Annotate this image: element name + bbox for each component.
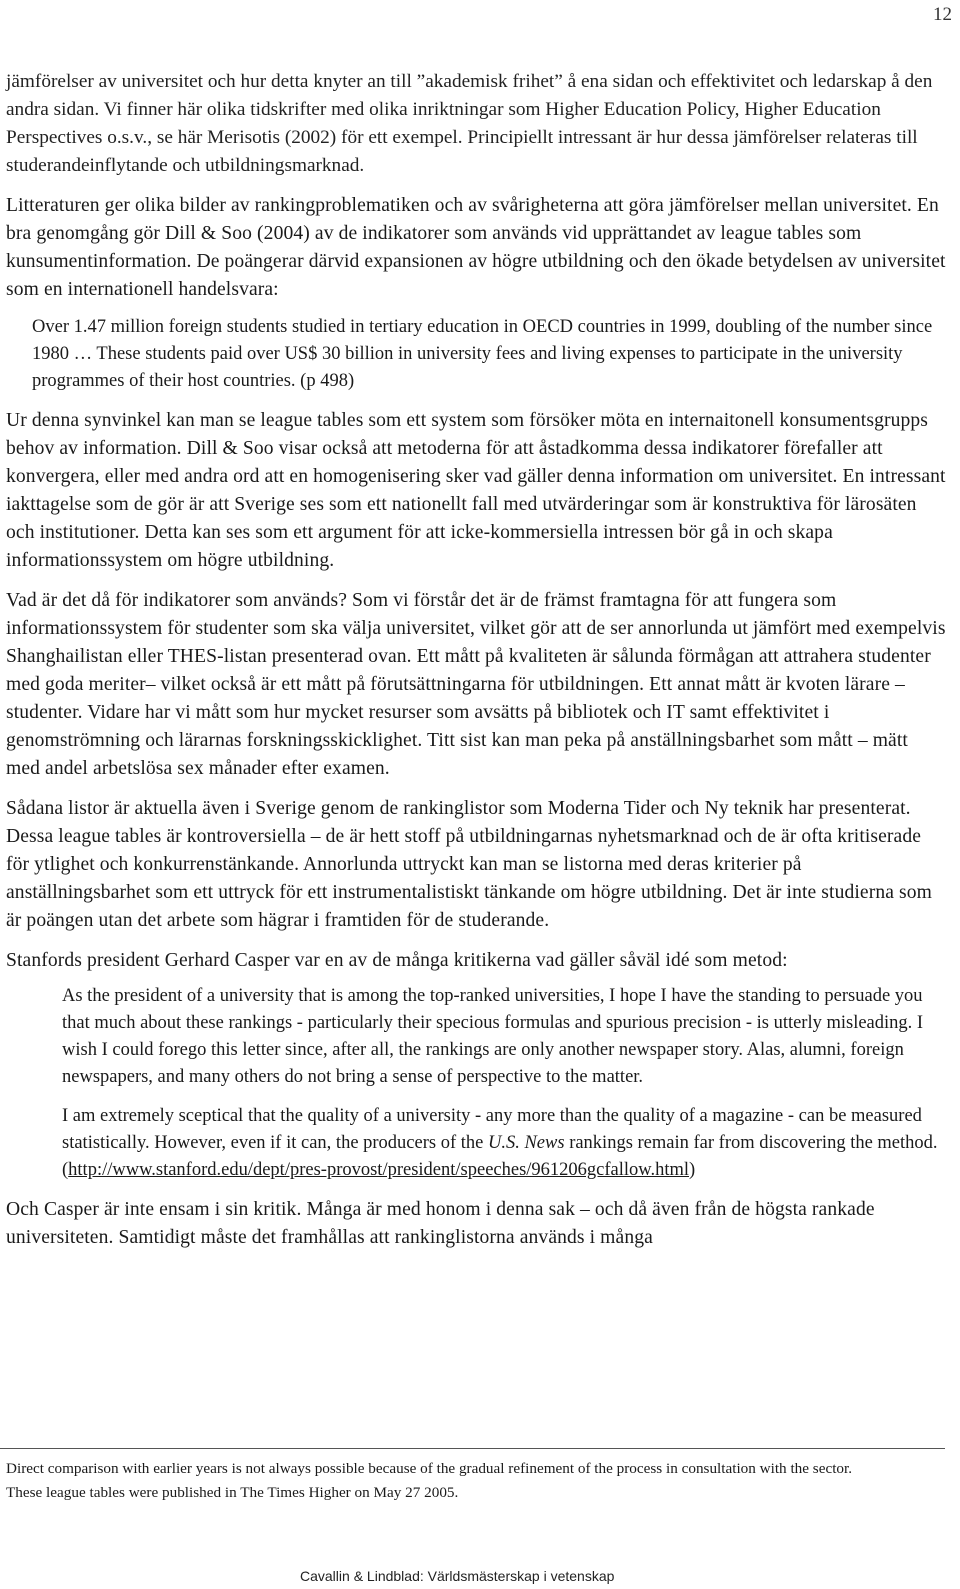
quote-text-part: ) [689,1160,696,1180]
paragraph: Och Casper är inte ensam i sin kritik. Många är med honom i denna sak – och då även från de högsta rankade universiteten. Samtidigt måste det framhållas att rankinglistorna används i många [6,1199,875,1248]
body-text [6,68,946,1264]
footnote: Direct comparison with earlier years is not always possible because of the gradual refinement of the process in consultation with the sector. [6,1460,853,1477]
quote-text: Over 1.47 million foreign students studied in tertiary education in OECD countries in 1999, doubling of the number since 1980 … These students paid over US$ 30 billion in university fees and living expenses to participate in the university programmes of their host countries. (p 498) [32,317,933,391]
paragraph: Vad är det då för indikatorer som används? Som vi förstår det är de främst framtagna för att fungera som informationssystem för studenter som ska välja universitet, vilket gör att de ser annorlunda ut jämfört med exempelvis Shanghailistan eller THES-listan presenterad ovan. Ett mått på kvaliteten är sålunda förmågan att attrahera studenter med goda meriter– vilket också är ett mått på förutsättningarna för utbildningen. Ett annat mått är kvoten lärare – studenter. Vidare har vi mått som hur mycket resurser som avsätts på bibliotek och IT samt effektivitet i genomströmning och lärarnas forskningsskicklighet. Titt sist kan man peka på anställningsbarhet som mått – mätt med andel arbetslösa sex månader efter examen. [6,590,946,779]
block-quote [32,314,946,395]
quote-text-part: rankings remain far from discovering the method. ( [62,1133,938,1180]
footnote-divider [0,1448,945,1449]
footnotes [6,1459,941,1507]
paragraph: Litteraturen ger olika bilder av rankingproblematiken och av svårigheterna att göra jämförelser mellan universitet. En bra genomgång gör Dill & Soo (2004) av de indikatorer som används vid upprättandet av league tables som kunsumentinformation. De poängerar därvid expansionen av högre utbildning och den ökade betydelsen av universitet som en internationell handelsvara: [6,195,946,300]
page-number: 12 [933,4,952,25]
paragraph: Ur denna synvinkel kan man se league tables som ett system som försöker möta en internaitonell konsumentsgrupps behov av information. Dill & Soo visar också att metoderna för att åstadkomma dessa indikatorer förefaller att konvergera, eller med andra ord att en homogenisering sker vad gäller denna information om universitet. En intressant iakttagelse som de gör är att Sverige ses som ett nationellt fall med utvärderingar som är konstruktiva för lärosäten och institutioner. Detta kan ses som ett argument för att icke-kommersiella intressen bör gå in och skapa informationssystem om högre utbildning. [6,410,946,571]
quote-text-part: I am extremely sceptical that the quality of a university - any more than the quality of a magazine - can be measured statistically. However, even if it can, the producers of the [62,1106,922,1153]
paragraph: Sådana listor är aktuella även i Sverige genom de rankinglistor som Moderna Tider och Ny teknik har presenterat. Dessa league tables är kontroversiella – de är hett stoff på utbildningarnas nyhetsmarknad och de är ofta kritiserade för ytlighet och konkurrenstänkande. Annorlunda uttryckt kan man se listorna med deras kriterier på anställningsbarhet som ett uttryck för ett instrumentalistiskt tänkande om högre utbildning. Det är inte studierna som är poängen utan det arbete som hägrar i framtiden för de studerande. [6,798,932,931]
block-quote [62,983,946,1184]
source-link[interactable]: http://www.stanford.edu/dept/pres-provost/president/speeches/961206gcfallow.html [68,1160,689,1180]
magazine-title: U.S. News [487,1133,565,1153]
paragraph: jämförelser av universitet och hur detta knyter an till ”akademisk frihet” å ena sidan och effektivitet och ledarskap å den andra sidan. Vi finner här olika tidskrifter med olika inriktningar som Higher Education Policy, Higher Education Perspectives o.s.v., se här Merisotis (2002) för ett exempel. Principiellt intressant är hur dessa jämförelser relateras till studerandeinflytande och utbildningsmarknad. [6,71,933,176]
paragraph: Stanfords president Gerhard Casper var en av de många kritikerna vad gäller såväl idé som metod: [6,950,788,971]
quote-text: As the president of a university that is among the top-ranked universities, I hope I have the standing to persuade you that much about these rankings - particularly their specious formulas and spurious precision - is utterly misleading. I wish I could forego this letter since, after all, the rankings are only another newspaper story. Alas, alumni, foreign newspapers, and many others do not bring a sense of perspective to the matter. [62,986,924,1087]
page-footer: Cavallin & Lindblad: Världsmästerskap i vetenskap [300,1568,615,1584]
footnote: These league tables were published in The Times Higher on May 27 2005. [6,1484,459,1501]
quote-text [62,1103,946,1184]
